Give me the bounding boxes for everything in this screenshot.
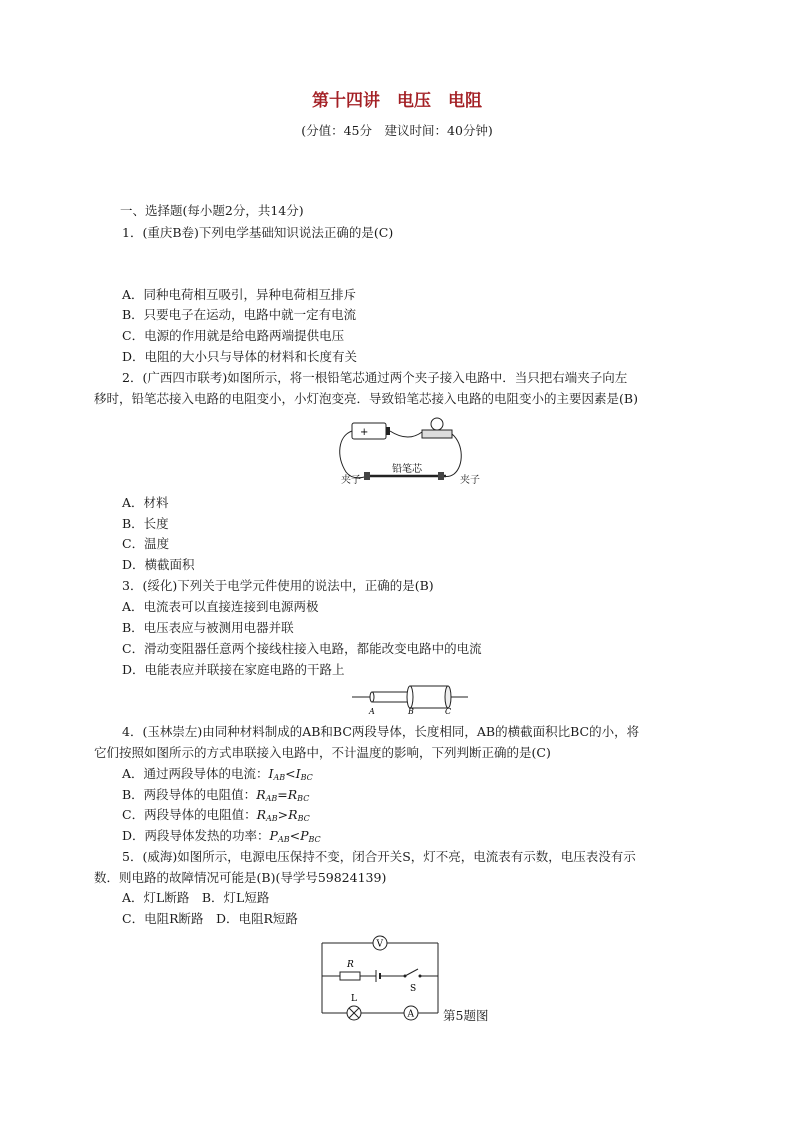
q3-option-b: B．电压表应与被测用电器并联: [122, 620, 294, 635]
q1-option-d: D．电阻的大小只与导体的材料和长度有关: [122, 349, 358, 364]
q4-option-a: [122, 765, 313, 787]
q2-option-c: C．温度: [122, 536, 170, 551]
q4-option-c-rhs: R: [288, 807, 298, 822]
q1-option-c: C．电源的作用就是给电路两端提供电压: [122, 328, 345, 343]
q2-option-b: B．长度: [122, 516, 169, 531]
q1-stem: 1．(重庆B卷)下列电学基础知识说法正确的是(C): [122, 225, 394, 240]
q4-option-d-text: D．两段导体发热的功率：: [122, 828, 270, 843]
label-c: C: [445, 707, 452, 716]
q4-option-b-op: =: [277, 787, 288, 802]
q4-option-a-lhs: I: [268, 766, 274, 781]
q4-option-b-lhs: R: [256, 787, 266, 802]
q4-stem-line2: 它们按照如图所示的方式串联接入电路中，不计温度的影响，下列判断正确的是(C): [94, 745, 551, 760]
q1-option-a: A．同种电荷相互吸引，异种电荷相互排斥: [122, 287, 357, 302]
switch-label: S: [410, 984, 417, 994]
clip-left-label: 夹子: [341, 475, 361, 486]
battery-terminal: [386, 427, 390, 435]
q5-figure-caption: 第5题图: [443, 1008, 489, 1023]
q2-stem-line2: 移时，铅笔芯接入电路的电阻变小，小灯泡变亮．导致铅笔芯接入电路的电阻变小的主要因素是(B): [94, 391, 638, 406]
q4-option-b-rsub: BC: [297, 794, 310, 803]
q3-option-c: C．滑动变阻器任意两个接线柱接入电路，都能改变电路中的电流: [122, 641, 482, 656]
q4-option-a-rhs: I: [295, 766, 301, 781]
q4-option-d: [122, 827, 321, 849]
q2-option-a: A．材料: [122, 495, 169, 510]
right-clip: [438, 472, 444, 480]
resistor-label: R: [347, 960, 354, 970]
page-title: 第十四讲 电压 电阻: [312, 91, 482, 111]
q4-option-a-text: A．通过两段导体的电流：: [122, 766, 269, 781]
q4-option-b-lsub: AB: [265, 794, 278, 803]
q5-options-line1: A．灯L断路 B．灯L短路: [122, 890, 270, 905]
q4-option-b-rhs: R: [287, 787, 298, 802]
battery: [352, 423, 386, 439]
q4-option-d-lsub: AB: [277, 835, 290, 844]
q4-option-a-rsub: BC: [300, 773, 313, 782]
q2-stem-line1: 2．(广西四市联考)如图所示，将一根铅笔芯通过两个夹子接入电路中．当只把右端夹子向左: [122, 370, 628, 385]
q4-option-a-op: <: [285, 766, 296, 781]
q3-stem: 3．(绥化)下列关于电学元件使用的说法中，正确的是(B): [122, 578, 434, 593]
switch-s: [405, 969, 418, 976]
q4-option-d-lhs: P: [269, 828, 278, 843]
battery-plus-label: +: [360, 427, 369, 438]
q4-option-c-lhs: R: [256, 807, 266, 822]
q1-option-b: B．只要电子在运动，电路中就一定有电流: [122, 307, 357, 322]
q3-option-d: D．电能表应并联接在家庭电路的干路上: [122, 662, 345, 677]
resistor-r: [340, 972, 360, 980]
q4-option-b-text: B．两段导体的电阻值：: [122, 787, 257, 802]
q4-option-d-rsub: BC: [308, 835, 321, 844]
section-heading: 一、选择题(每小题2分，共14分): [120, 203, 304, 218]
q4-option-a-lsub: AB: [273, 773, 286, 782]
q4-conductor-figure: [352, 682, 468, 716]
q5-circuit-figure: [318, 933, 442, 1025]
bulb-icon: [431, 418, 443, 430]
q4-option-c-rsub: BC: [297, 814, 310, 823]
q4-stem-line1: 4．(玉林崇左)由同种材料制成的AB和BC两段导体，长度相同，AB的横截面积比BC的小，将: [122, 724, 640, 739]
q5-stem-line2: 数．则电路的故障情况可能是(B)(导学号59824139): [94, 870, 387, 885]
ammeter-label: A: [407, 1009, 414, 1020]
q4-option-c-text: C．两段导体的电阻值：: [122, 807, 257, 822]
label-b: B: [408, 707, 414, 716]
label-a: A: [369, 707, 375, 716]
q2-option-d: D．横截面积: [122, 557, 195, 572]
q4-option-d-op: <: [289, 828, 301, 843]
lamp-label: L: [351, 994, 357, 1004]
q4-option-c: [122, 806, 310, 828]
q4-option-c-op: >: [277, 807, 289, 822]
conductor-bc: [410, 686, 448, 708]
conductor-ab: [372, 692, 410, 702]
q4-option-b: [122, 786, 309, 808]
q3-option-a: A．电流表可以直接连接到电源两极: [122, 599, 319, 614]
voltmeter-label: V: [376, 939, 383, 950]
left-clip: [364, 472, 370, 480]
q5-options-line2: C．电阻R断路 D．电阻R短路: [122, 911, 298, 926]
page-subtitle: (分值：45分 建议时间：40分钟): [301, 123, 493, 138]
q4-option-c-lsub: AB: [266, 814, 278, 823]
q4-option-d-rhs: P: [300, 828, 309, 843]
clip-right-label: 夹子: [460, 475, 480, 486]
lamp-base: [422, 430, 452, 438]
q5-stem-line1: 5．(威海)如图所示，电源电压保持不变，闭合开关S，灯不亮，电流表有示数，电压表没有示: [122, 849, 636, 864]
pencil-lead-label: 铅笔芯: [392, 464, 422, 475]
